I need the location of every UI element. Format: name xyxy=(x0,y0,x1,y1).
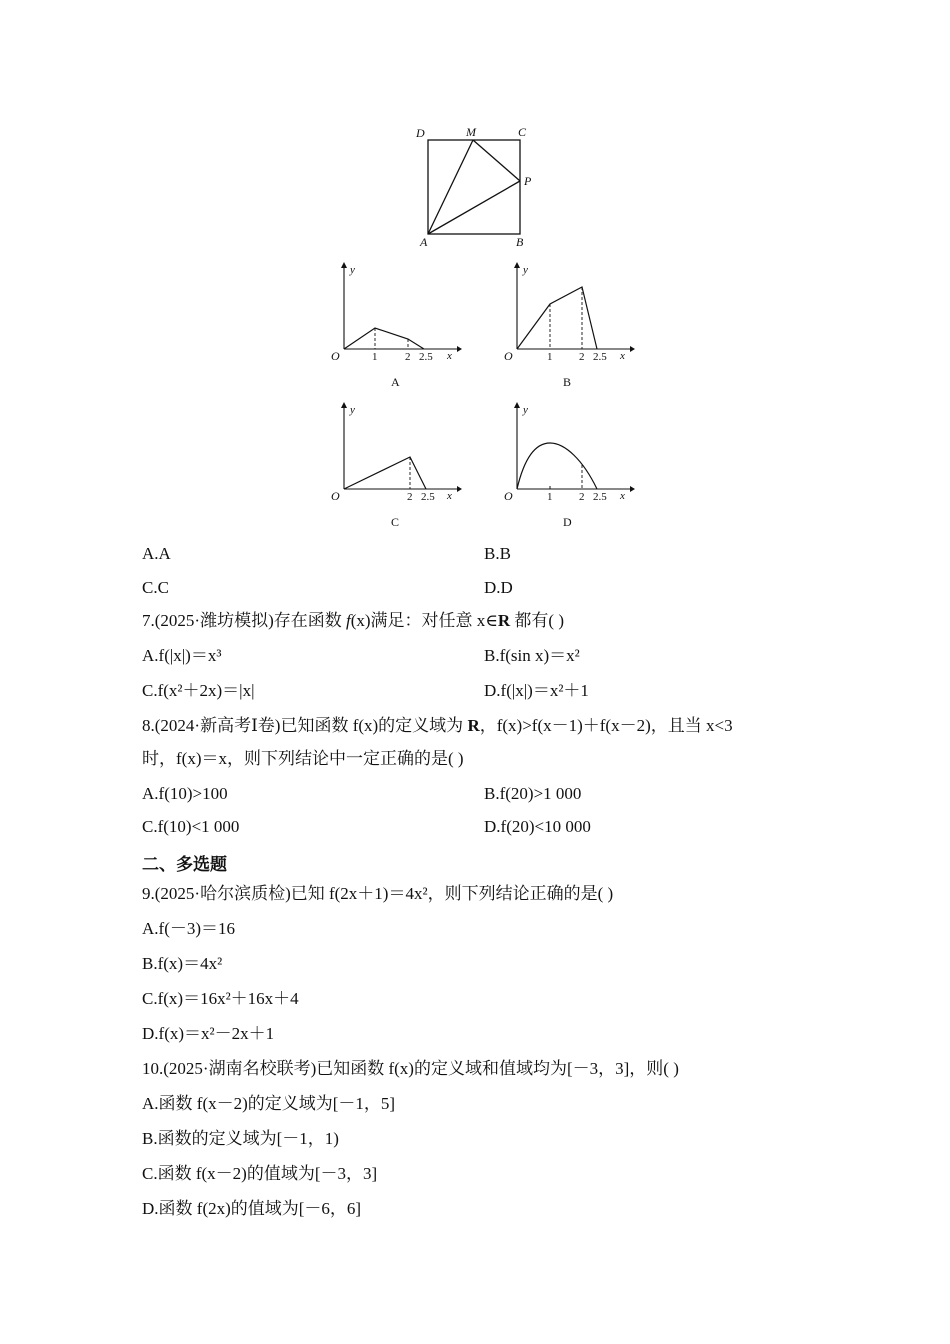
svg-text:2.5: 2.5 xyxy=(421,491,435,503)
svg-text:y: y xyxy=(523,264,528,276)
svg-text:1: 1 xyxy=(372,351,378,363)
svg-text:x: x xyxy=(447,490,452,502)
svg-text:y: y xyxy=(350,264,355,276)
q10-stem: 10.(2025·湖南名校联考)已知函数 f(x)的定义域和值域均为[－3，3]，则( ) xyxy=(142,1059,679,1078)
q7-stem: 7.(2025·潍坊模拟)存在函数 f(x)满足：对任意 x∈R 都有( ) xyxy=(142,611,564,630)
svg-text:2: 2 xyxy=(579,351,585,363)
svg-text:y: y xyxy=(523,404,528,416)
svg-text:1: 1 xyxy=(547,351,553,363)
q8-option-b[interactable]: B.f(20)>1 000 xyxy=(484,784,582,803)
label-A: A xyxy=(420,235,428,249)
graph-b xyxy=(495,260,635,395)
label-D: D xyxy=(416,126,425,140)
label-P: P xyxy=(524,174,532,188)
svg-text:O: O xyxy=(504,349,513,363)
svg-text:2: 2 xyxy=(407,491,413,503)
graph-c xyxy=(322,400,462,535)
q6-option-d[interactable]: D.D xyxy=(484,578,513,597)
q7-option-d[interactable]: D.f(|x|)＝x²＋1 xyxy=(484,681,589,700)
q6-option-a[interactable]: A.A xyxy=(142,544,171,563)
svg-text:x: x xyxy=(620,350,625,362)
label-C: C xyxy=(518,125,527,139)
q7-option-c[interactable]: C.f(x²＋2x)＝|x| xyxy=(142,681,255,700)
q10-option-d[interactable]: D.函数 f(2x)的值域为[－6，6] xyxy=(142,1199,362,1218)
label-B: B xyxy=(516,235,524,249)
q7-option-a[interactable]: A.f(|x|)＝x³ xyxy=(142,646,222,665)
q8-option-c[interactable]: C.f(10)<1 000 xyxy=(142,817,240,836)
svg-text:1: 1 xyxy=(547,491,553,503)
svg-text:x: x xyxy=(620,490,625,502)
square-figure xyxy=(410,122,540,252)
svg-text:O: O xyxy=(331,489,340,503)
caption-d: D xyxy=(563,515,572,529)
q10-option-b[interactable]: B.函数的定义域为[－1，1) xyxy=(142,1129,339,1148)
svg-text:y: y xyxy=(350,404,355,416)
graph-a xyxy=(322,260,462,395)
graph-d xyxy=(495,400,635,535)
svg-text:O: O xyxy=(331,349,340,363)
svg-text:2.5: 2.5 xyxy=(593,351,607,363)
q8-option-d[interactable]: D.f(20)<10 000 xyxy=(484,817,591,836)
q6-option-c[interactable]: C.C xyxy=(142,578,169,597)
caption-b: B xyxy=(563,375,572,389)
q9-option-c[interactable]: C.f(x)＝16x²＋16x＋4 xyxy=(142,989,299,1008)
q8-stem-line2: 时，f(x)＝x，则下列结论中一定正确的是( ) xyxy=(142,749,464,768)
q7-option-b[interactable]: B.f(sin x)＝x² xyxy=(484,646,580,665)
q10-option-c[interactable]: C.函数 f(x－2)的值域为[－3，3] xyxy=(142,1164,378,1183)
q9-option-d[interactable]: D.f(x)＝x²－2x＋1 xyxy=(142,1024,275,1043)
svg-text:2: 2 xyxy=(579,491,585,503)
q10-option-a[interactable]: A.函数 f(x－2)的定义域为[－1，5] xyxy=(142,1094,396,1113)
q6-option-b[interactable]: B.B xyxy=(484,544,511,563)
svg-text:x: x xyxy=(447,350,452,362)
caption-c: C xyxy=(391,515,400,529)
svg-text:2: 2 xyxy=(405,351,411,363)
q8-stem-line1: 8.(2024·新高考Ⅰ卷)已知函数 f(x)的定义域为 R，f(x)>f(x－1)＋f(x－2)，且当 x<3 xyxy=(142,716,733,735)
label-M: M xyxy=(466,125,476,139)
svg-text:2.5: 2.5 xyxy=(419,351,433,363)
q9-option-a[interactable]: A.f(－3)＝16 xyxy=(142,919,236,938)
q8-option-a[interactable]: A.f(10)>100 xyxy=(142,784,228,803)
caption-a: A xyxy=(391,375,400,389)
q9-stem: 9.(2025·哈尔滨质检)已知 f(2x＋1)＝4x²，则下列结论正确的是( ) xyxy=(142,884,614,903)
svg-text:O: O xyxy=(504,489,513,503)
svg-text:2.5: 2.5 xyxy=(593,491,607,503)
section-title-multiple-choice: 二、多选题 xyxy=(142,855,227,874)
q9-option-b[interactable]: B.f(x)＝4x² xyxy=(142,954,223,973)
